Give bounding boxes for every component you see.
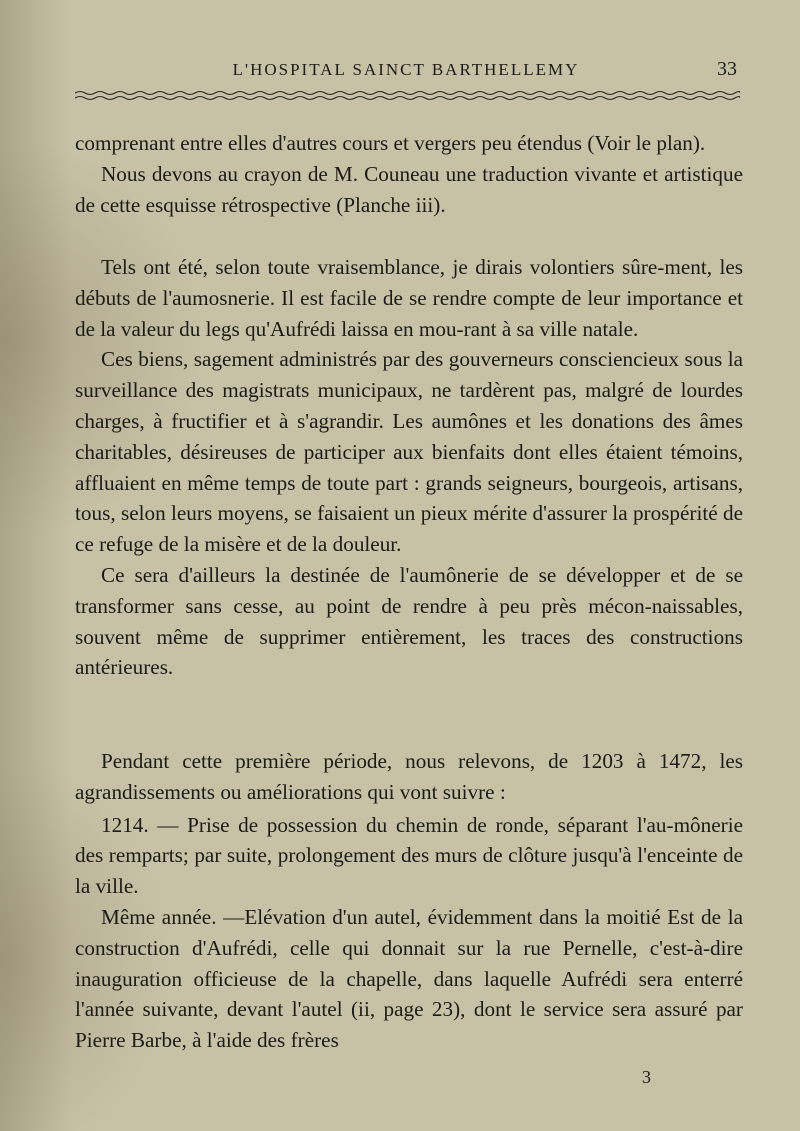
signature-mark: 3	[642, 1067, 651, 1087]
paragraph-translation-note: Nous devons au crayon de M. Couneau une traduction vivante et artistique de cette esquisse rétrospective (Planche iii).	[75, 161, 743, 217]
page-number: 33	[717, 58, 737, 80]
paragraph-1214: 1214. — Prise de possession du chemin de ronde, séparant l'au-mônerie des remparts; par suite, prolongement des murs de clôture jusqu'à l'enceinte de la ville.	[75, 812, 743, 899]
paragraph-meme-annee: Même année. —Elévation d'un autel, évidemment dans la moitié Est de la construction d'Aufrédi, celle qui donnait sur la rue Pernelle, c'est-à-dire inauguration officieuse de la chapelle, dans laquelle Aufrédi sera enterré l'année suivante, devant l'autel (ii, page 23), dont le service sera assuré par Pierre Barbe, à l'aide des frères	[75, 904, 743, 1053]
paragraph-beginnings: Tels ont été, selon toute vraisemblance, je dirais volontiers sûre-ment, les débuts de l'aumosnerie. Il est facile de se rendre compte de leur importance et de la valeur du legs qu'Aufrédi laissa en mou-rant à sa ville natale.	[75, 255, 743, 341]
running-title: L'HOSPITAL SAINCT BARTHELLEMY	[232, 60, 580, 79]
running-head	[75, 60, 737, 88]
text-section-2	[75, 252, 743, 683]
paragraph-goods: Ces biens, sagement administrés par des gouverneurs consciencieux sous la surveillance des magistrats municipaux, ne tardèrent pas, malgré de lourdes charges, à fructifier et à s'agrandir. Les aumônes et les donations des âmes charitables, désireuses de participer aux bienfaits dont elles étaient témoins, affluaient en même temps de toute part : grands seigneurs, bourgeois, artisans, tous, selon leurs moyens, se faisaient un pieux mérite d'assurer la prospérité de ce refuge de la misère et de la douleur.	[75, 347, 743, 557]
paragraph-period: Pendant cette première période, nous relevons, de 1203 à 1472, les agrandissements ou améliorations qui vont suivre :	[75, 749, 743, 804]
ornamental-rule	[75, 90, 740, 102]
paragraph-continuation: comprenant entre elles d'autres cours et vergers peu étendus (Voir le plan).	[75, 131, 706, 155]
text-section-3	[75, 746, 743, 1056]
text-section-1	[75, 128, 743, 220]
paragraph-destiny: Ce sera d'ailleurs la destinée de l'aumônerie de se développer et de se transformer sans cesse, au point de rendre à peu près mécon-naissables, souvent même de supprimer entièrement, les traces des constructions antérieures.	[75, 562, 743, 680]
